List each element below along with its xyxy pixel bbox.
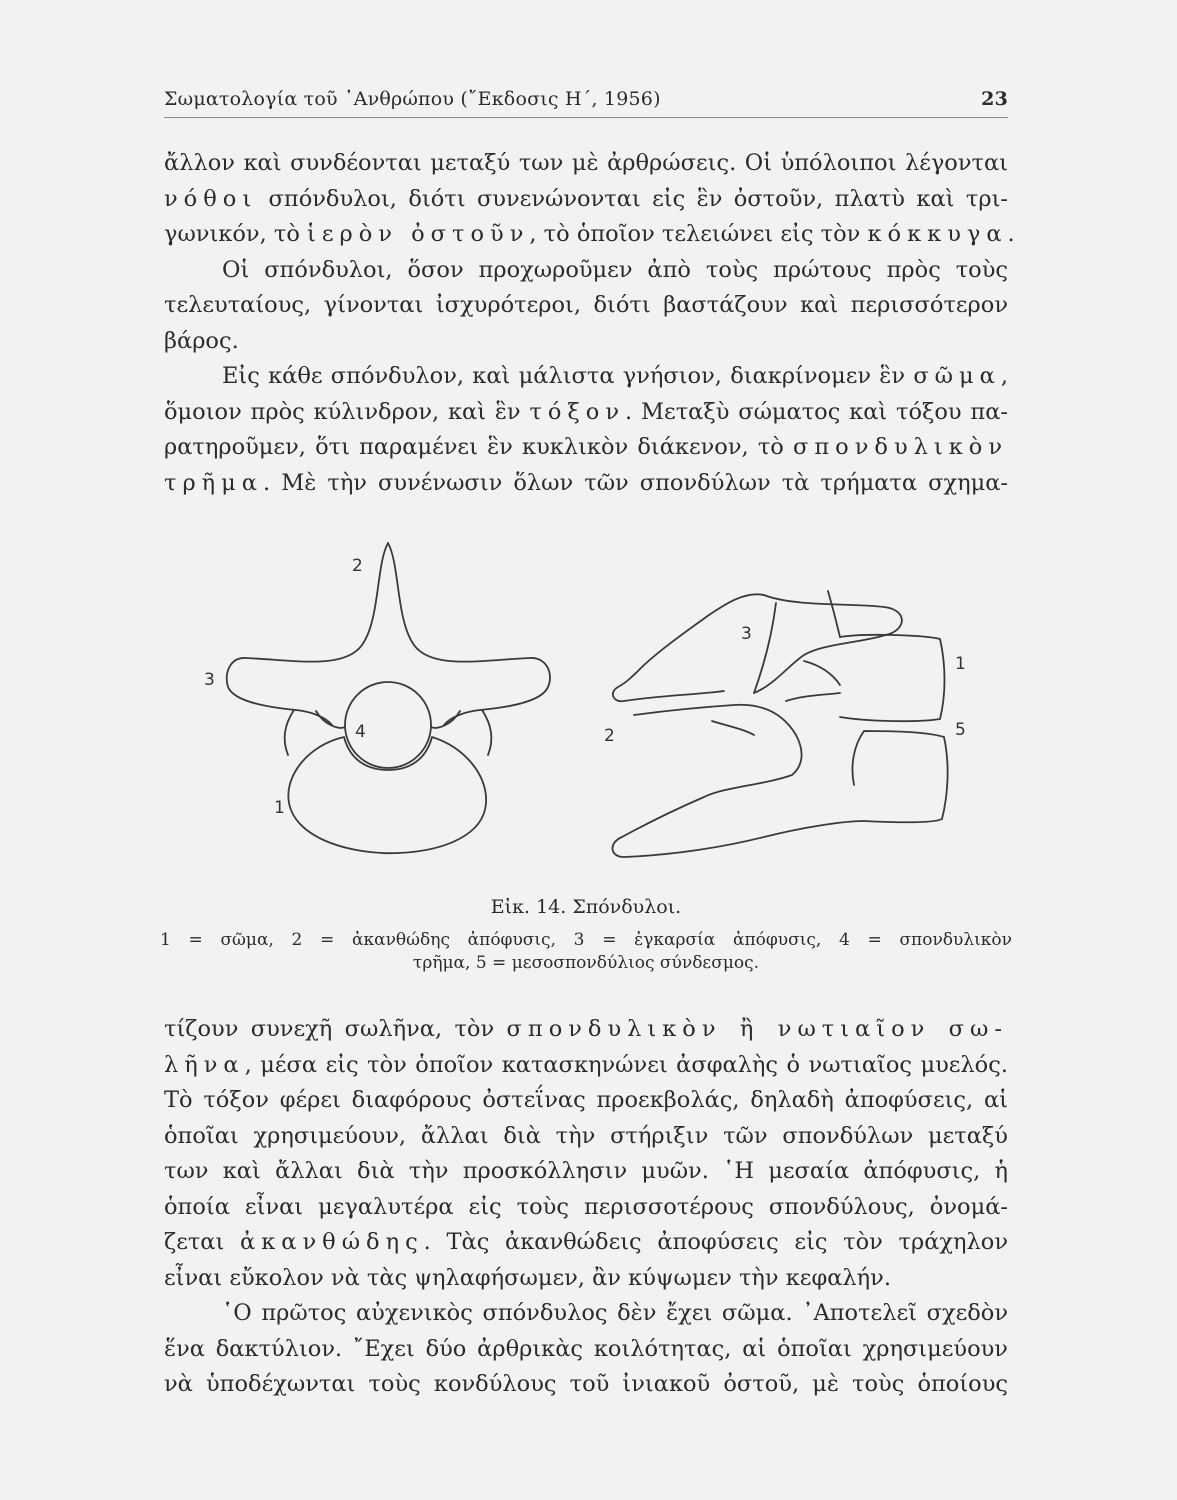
text-block-bottom [164, 1012, 1008, 1403]
spaced-term: σῶμα [913, 363, 1001, 389]
text-line: ῾Ο πρῶτος αὐχενικὸς σπόνδυλος δὲν ἔχει σῶμα. ᾿Αποτελεῖ σχεδὸν [222, 1300, 1008, 1326]
figure-label: 3 [741, 624, 752, 644]
figure-label: 1 [274, 798, 285, 818]
lateral-spine-upper [754, 595, 902, 693]
text-line: Τὸ τόξον φέρει διαφόρους ὀστεΐνας προεκβολάς, δηλαδὴ ἀποφύσεις, αἱ [164, 1087, 1008, 1113]
page-number: 23 [981, 88, 1008, 110]
spaced-term: σπονδυλικὸν [793, 434, 1008, 460]
caption-legend-line: 1 = σῶμα, 2 = ἀκανθώδης ἀπόφυσις, 3 = ἐγκαρσία ἀπόφυσις, 4 = σπονδυλικὸν [160, 930, 1012, 950]
text-line: τελευταίους, γίνονται ἰσχυρότεροι, διότι βαστάζουν καὶ περισσότερον [164, 292, 1008, 318]
vertebra-figure [164, 525, 1008, 895]
text-line: των καὶ ἄλλαι διὰ τὴν προσκόλλησιν μυῶν. ῾Η μεσαία ἀπόφυσις, ἡ [164, 1158, 1008, 1184]
spaced-term: τόξον [529, 398, 626, 425]
text-line: ἕνα δακτύλιον. ῎Εχει δύο ἀρθρικὰς κοιλότητας, αἱ ὁποῖαι χρησιμεύουν [164, 1335, 1008, 1362]
text-line: εἶναι εὔκολον νὰ τὰς ψηλαφήσωμεν, ἂν κύψωμεν τὴν κεφαλήν. [164, 1264, 891, 1291]
text-line: ὁποία εἶναι μεγαλυτέρα εἰς τοὺς περισσοτέρους σπονδύλους, ὀνομά- [164, 1193, 1008, 1220]
text-line: Εἰς κάθε σπόνδυλον, καὶ μάλιστα γνήσιον, διακρίνομεν ἓν σῶμα, [222, 363, 1008, 389]
text-line: Οἱ σπόνδυλοι, ὅσον προχωροῦμεν ἀπὸ τοὺς πρώτους πρὸς τοὺς [222, 256, 1008, 283]
text-line: βάρος. [164, 327, 239, 354]
text-line: ὅμοιον πρὸς κύλινδρον, καὶ ἓν τόξον. Μεταξὺ σώματος καὶ τόξου πα- [164, 398, 1008, 425]
text-line: ζεται ἀκανθώδης. Τὰς ἀκανθώδεις ἀποφύσεις εἰς τὸν τράχηλον [164, 1229, 1009, 1255]
figure-caption-title: Εἰκ. 14. Σπόνδυλοι. [490, 896, 682, 918]
spaced-term: ἀκανθώδης [240, 1229, 424, 1255]
spaced-term: ἱερὸν ὀστοῦν [307, 221, 530, 247]
spinous-process-outline [227, 543, 388, 725]
figure-label: 3 [204, 670, 215, 690]
caption-legend-line: τρῆμα, 5 = μεσοσπονδύλιος σύνδεσμος. [412, 953, 760, 973]
vertebral-body-outline [288, 737, 486, 853]
figure-label: 2 [352, 556, 363, 576]
text-line: γωνικόν, τὸ ἱερὸν ὀστοῦν, τὸ ὁποῖον τελειώνει εἰς τὸν κόκκυγα. [164, 221, 1015, 247]
header-rule [164, 117, 1008, 118]
figure-label: 4 [355, 722, 366, 742]
figure-label: 2 [604, 726, 615, 746]
spaced-term: νόθοι [164, 185, 258, 212]
text-block-top [164, 146, 1015, 501]
text-line: ἄλλον καὶ συνδέονται μεταξύ των μὲ ἀρθρώσεις. Οἱ ὑπόλοιποι λέγονται [164, 150, 1008, 176]
figure-caption-legend [160, 929, 1012, 975]
figure-label: 5 [955, 720, 966, 740]
text-line: τίζουν συνεχῆ σωλῆνα, τὸν σπονδυλικὸν ἢ νωτιαῖον σω- [164, 1016, 1008, 1042]
spaced-term: λῆνα [164, 1051, 245, 1078]
lateral-body-upper [840, 635, 945, 721]
text-line: τρῆμα. Μὲ τὴν συνένωσιν ὅλων τῶν σπονδύλων τὰ τρήματα σχημα- [164, 469, 1008, 496]
lateral-spine-lower [612, 705, 864, 857]
spaced-term: τρῆμα [164, 469, 263, 496]
text-line: νόθοι σπόνδυλοι, διότι συνενώνονται εἰς ἓν ὀστοῦν, πλατὺ καὶ τρι- [164, 185, 1008, 212]
text-line: ρατηροῦμεν, ὅτι παραμένει ἓν κυκλικὸν διάκενον, τὸ σπονδυλικὸν [164, 434, 1008, 460]
spaced-term: κόκκυγα [867, 221, 1008, 247]
running-head-title: Σωματολογία τοῦ ᾿Ανθρώπου (῎Εκδοσις Η΄, 1956) [164, 88, 661, 110]
text-line: λῆνα, μέσα εἰς τὸν ὁποῖον κατασκηνώνει ἀσφαλὴς ὁ νωτιαῖος μυελός. [164, 1051, 1008, 1078]
text-line: ὁποῖαι χρησιμεύουν, ἄλλαι διὰ τὴν στήριξιν τῶν σπονδύλων μεταξύ [164, 1122, 1008, 1149]
spaced-term: σπονδυλικὸν ἢ νωτιαῖον σω- [506, 1016, 1008, 1042]
figure-label: 1 [955, 654, 966, 674]
text-line: νὰ ὑποδέχωνται τοὺς κονδύλους τοῦ ἰνιακοῦ ὀστοῦ, μὲ τοὺς ὁποίους [164, 1371, 1008, 1397]
vertebra-drawing [164, 525, 1008, 895]
